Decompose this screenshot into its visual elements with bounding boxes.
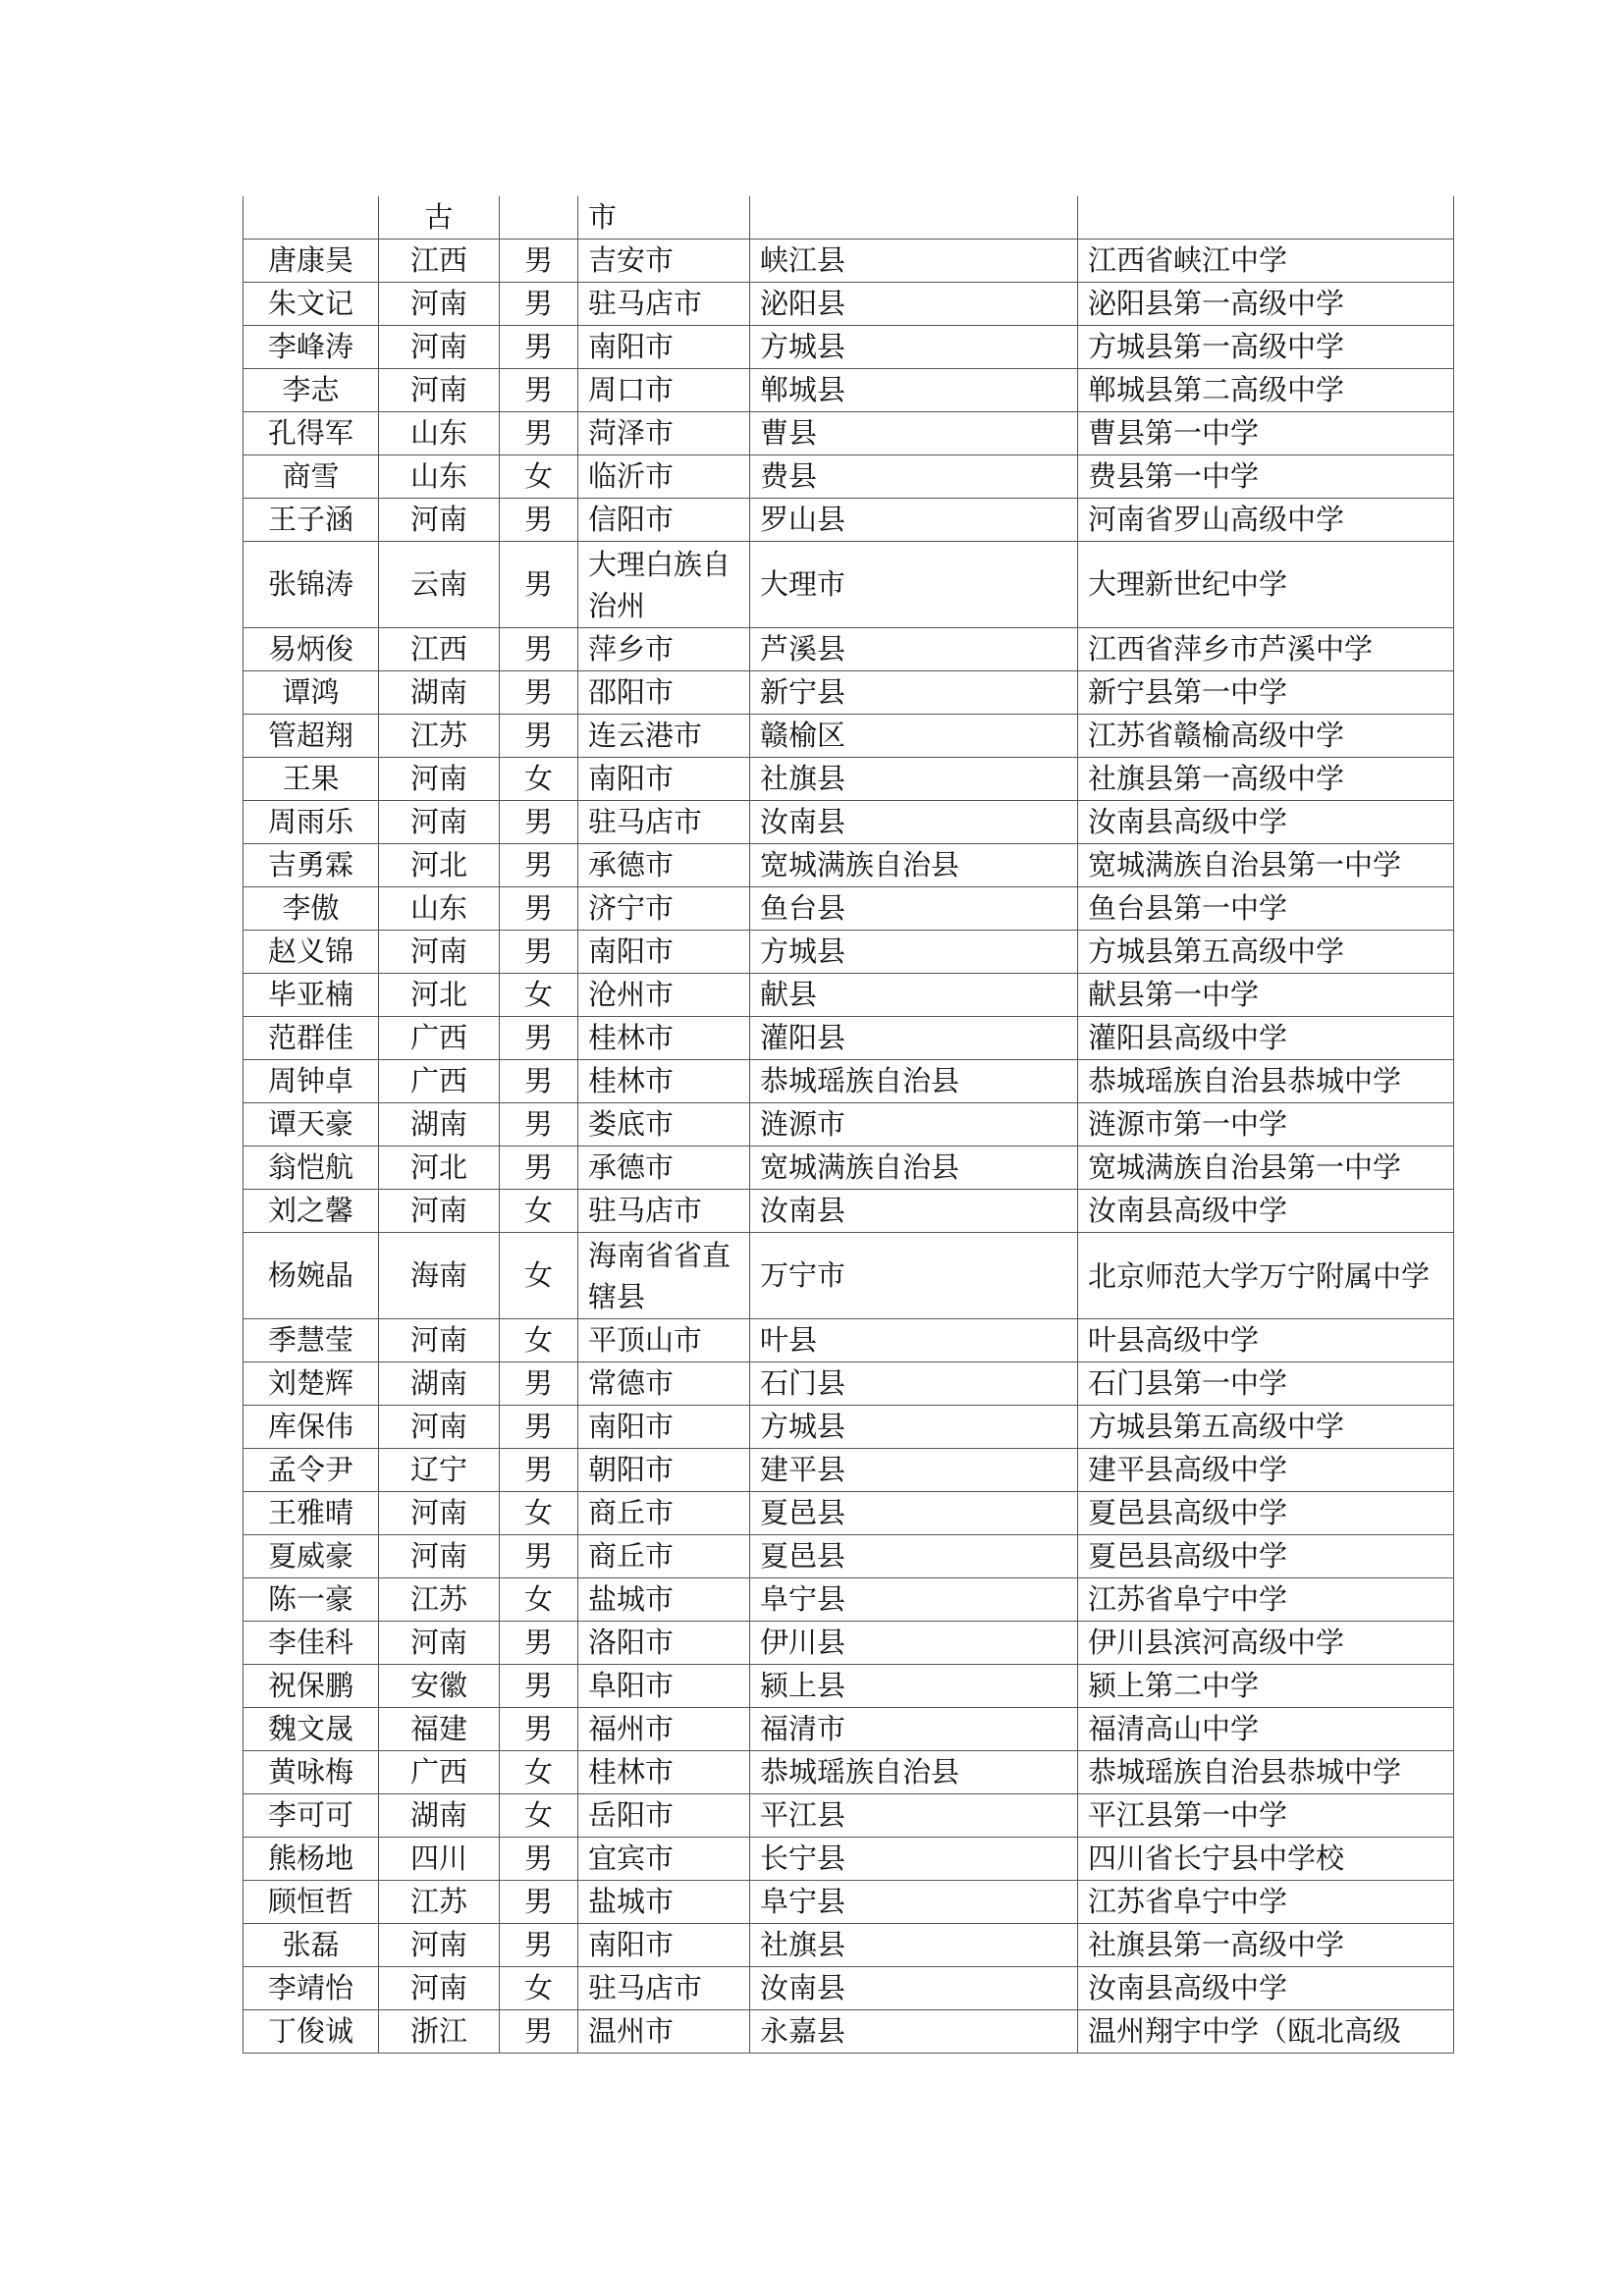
student-name-cell: 李志 — [244, 369, 379, 412]
province-cell: 广西 — [379, 1060, 500, 1103]
roster-body — [244, 196, 1454, 2054]
province-cell: 江西 — [379, 240, 500, 283]
county-cell: 永嘉县 — [750, 2010, 1078, 2054]
school-cell: 方城县第五高级中学 — [1078, 1406, 1454, 1449]
student-name-cell: 李佳科 — [244, 1622, 379, 1665]
student-name-cell — [244, 196, 379, 240]
province-cell: 河南 — [379, 1967, 500, 2010]
province-cell: 河南 — [379, 1535, 500, 1578]
table-row — [244, 1233, 1454, 1319]
student-name-cell: 王子涵 — [244, 499, 379, 542]
county-cell: 叶县 — [750, 1319, 1078, 1362]
school-cell: 费县第一中学 — [1078, 455, 1454, 499]
county-cell: 恭城瑶族自治县 — [750, 1751, 1078, 1794]
table-row — [244, 542, 1454, 628]
student-name-cell: 朱文记 — [244, 283, 379, 326]
county-cell: 方城县 — [750, 326, 1078, 369]
province-cell: 河南 — [379, 1622, 500, 1665]
county-cell: 汝南县 — [750, 1967, 1078, 2010]
table-row — [244, 844, 1454, 887]
province-cell: 河北 — [379, 1147, 500, 1190]
student-name-cell: 范群佳 — [244, 1017, 379, 1060]
school-cell: 社旗县第一高级中学 — [1078, 1924, 1454, 1967]
gender-cell: 女 — [500, 974, 578, 1017]
city-cell: 桂林市 — [578, 1060, 750, 1103]
city-cell: 驻马店市 — [578, 1967, 750, 2010]
student-name-cell: 翁恺航 — [244, 1147, 379, 1190]
school-cell: 方城县第一高级中学 — [1078, 326, 1454, 369]
province-cell: 河南 — [379, 1190, 500, 1233]
gender-cell: 女 — [500, 1794, 578, 1838]
student-name-cell: 孔得军 — [244, 412, 379, 455]
county-cell: 平江县 — [750, 1794, 1078, 1838]
county-cell: 长宁县 — [750, 1838, 1078, 1881]
student-name-cell: 李靖怡 — [244, 1967, 379, 2010]
table-row — [244, 1838, 1454, 1881]
province-cell: 湖南 — [379, 1362, 500, 1406]
gender-cell: 男 — [500, 801, 578, 844]
student-name-cell: 孟令尹 — [244, 1449, 379, 1492]
table-row — [244, 283, 1454, 326]
table-row — [244, 412, 1454, 455]
student-name-cell: 谭天豪 — [244, 1103, 379, 1147]
county-cell: 郸城县 — [750, 369, 1078, 412]
student-name-cell: 张磊 — [244, 1924, 379, 1967]
table-row — [244, 2010, 1454, 2054]
province-cell: 江苏 — [379, 1578, 500, 1622]
gender-cell: 女 — [500, 455, 578, 499]
table-row — [244, 931, 1454, 974]
student-name-cell: 夏威豪 — [244, 1535, 379, 1578]
province-cell: 山东 — [379, 887, 500, 931]
school-cell: 大理新世纪中学 — [1078, 542, 1454, 628]
school-cell: 郸城县第二高级中学 — [1078, 369, 1454, 412]
city-cell: 南阳市 — [578, 1924, 750, 1967]
table-row — [244, 1578, 1454, 1622]
county-cell: 夏邑县 — [750, 1535, 1078, 1578]
province-cell: 河南 — [379, 326, 500, 369]
table-row — [244, 758, 1454, 801]
gender-cell: 女 — [500, 758, 578, 801]
gender-cell: 男 — [500, 412, 578, 455]
province-cell: 河南 — [379, 801, 500, 844]
student-name-cell: 熊杨地 — [244, 1838, 379, 1881]
gender-cell: 女 — [500, 1190, 578, 1233]
county-cell: 社旗县 — [750, 758, 1078, 801]
province-cell: 河南 — [379, 1924, 500, 1967]
table-row — [244, 1449, 1454, 1492]
city-cell: 承德市 — [578, 1147, 750, 1190]
gender-cell: 男 — [500, 542, 578, 628]
student-name-cell: 王雅晴 — [244, 1492, 379, 1535]
city-cell: 市 — [578, 196, 750, 240]
city-cell: 南阳市 — [578, 931, 750, 974]
table-row — [244, 1708, 1454, 1751]
table-row — [244, 1665, 1454, 1708]
gender-cell: 男 — [500, 240, 578, 283]
city-cell: 海南省省直辖县 — [578, 1233, 750, 1319]
student-name-cell: 商雪 — [244, 455, 379, 499]
table-row — [244, 801, 1454, 844]
table-row — [244, 1751, 1454, 1794]
table-row — [244, 628, 1454, 671]
city-cell: 平顶山市 — [578, 1319, 750, 1362]
school-cell: 建平县高级中学 — [1078, 1449, 1454, 1492]
student-name-cell: 谭鸿 — [244, 671, 379, 715]
school-cell: 恭城瑶族自治县恭城中学 — [1078, 1751, 1454, 1794]
school-cell: 伊川县滨河高级中学 — [1078, 1622, 1454, 1665]
county-cell: 福清市 — [750, 1708, 1078, 1751]
table-row — [244, 1492, 1454, 1535]
county-cell: 社旗县 — [750, 1924, 1078, 1967]
school-cell: 北京师范大学万宁附属中学 — [1078, 1233, 1454, 1319]
city-cell: 驻马店市 — [578, 1190, 750, 1233]
student-name-cell: 吉勇霖 — [244, 844, 379, 887]
school-cell: 江苏省阜宁中学 — [1078, 1578, 1454, 1622]
gender-cell: 男 — [500, 628, 578, 671]
city-cell: 朝阳市 — [578, 1449, 750, 1492]
student-name-cell: 顾恒哲 — [244, 1881, 379, 1924]
county-cell: 献县 — [750, 974, 1078, 1017]
city-cell: 南阳市 — [578, 326, 750, 369]
county-cell: 峡江县 — [750, 240, 1078, 283]
school-cell: 江西省萍乡市芦溪中学 — [1078, 628, 1454, 671]
city-cell: 萍乡市 — [578, 628, 750, 671]
school-cell: 鱼台县第一中学 — [1078, 887, 1454, 931]
city-cell: 南阳市 — [578, 758, 750, 801]
school-cell: 夏邑县高级中学 — [1078, 1492, 1454, 1535]
student-name-cell: 赵义锦 — [244, 931, 379, 974]
city-cell: 沧州市 — [578, 974, 750, 1017]
city-cell: 盐城市 — [578, 1578, 750, 1622]
county-cell: 颍上县 — [750, 1665, 1078, 1708]
city-cell: 桂林市 — [578, 1017, 750, 1060]
table-row — [244, 1103, 1454, 1147]
school-cell: 平江县第一中学 — [1078, 1794, 1454, 1838]
table-row — [244, 1362, 1454, 1406]
county-cell: 石门县 — [750, 1362, 1078, 1406]
gender-cell: 男 — [500, 1924, 578, 1967]
county-cell: 芦溪县 — [750, 628, 1078, 671]
table-row — [244, 671, 1454, 715]
province-cell: 辽宁 — [379, 1449, 500, 1492]
table-row — [244, 326, 1454, 369]
student-name-cell: 黄咏梅 — [244, 1751, 379, 1794]
gender-cell: 男 — [500, 844, 578, 887]
table-row — [244, 1924, 1454, 1967]
gender-cell: 女 — [500, 1578, 578, 1622]
school-cell: 恭城瑶族自治县恭城中学 — [1078, 1060, 1454, 1103]
table-row — [244, 1967, 1454, 2010]
school-cell: 曹县第一中学 — [1078, 412, 1454, 455]
county-cell: 阜宁县 — [750, 1578, 1078, 1622]
gender-cell: 女 — [500, 1492, 578, 1535]
student-name-cell: 毕亚楠 — [244, 974, 379, 1017]
city-cell: 温州市 — [578, 2010, 750, 2054]
province-cell: 湖南 — [379, 1103, 500, 1147]
table-row — [244, 1319, 1454, 1362]
school-cell: 河南省罗山高级中学 — [1078, 499, 1454, 542]
gender-cell: 男 — [500, 1362, 578, 1406]
province-cell: 河南 — [379, 1406, 500, 1449]
school-cell: 江苏省赣榆高级中学 — [1078, 715, 1454, 758]
county-cell: 汝南县 — [750, 801, 1078, 844]
province-cell: 海南 — [379, 1233, 500, 1319]
gender-cell: 男 — [500, 2010, 578, 2054]
student-name-cell: 祝保鹏 — [244, 1665, 379, 1708]
student-name-cell: 李峰涛 — [244, 326, 379, 369]
city-cell: 大理白族自治州 — [578, 542, 750, 628]
student-name-cell: 张锦涛 — [244, 542, 379, 628]
school-cell: 颍上第二中学 — [1078, 1665, 1454, 1708]
county-cell: 罗山县 — [750, 499, 1078, 542]
county-cell: 汝南县 — [750, 1190, 1078, 1233]
student-name-cell: 魏文晟 — [244, 1708, 379, 1751]
gender-cell: 男 — [500, 1622, 578, 1665]
gender-cell — [500, 196, 578, 240]
school-cell: 泌阳县第一高级中学 — [1078, 283, 1454, 326]
city-cell: 盐城市 — [578, 1881, 750, 1924]
school-cell: 汝南县高级中学 — [1078, 1190, 1454, 1233]
county-cell: 灌阳县 — [750, 1017, 1078, 1060]
city-cell: 承德市 — [578, 844, 750, 887]
gender-cell: 男 — [500, 499, 578, 542]
student-name-cell: 王果 — [244, 758, 379, 801]
table-row — [244, 1060, 1454, 1103]
school-cell: 方城县第五高级中学 — [1078, 931, 1454, 974]
table-row — [244, 1147, 1454, 1190]
table-row — [244, 455, 1454, 499]
gender-cell: 男 — [500, 931, 578, 974]
table-row — [244, 715, 1454, 758]
province-cell: 河北 — [379, 974, 500, 1017]
school-cell: 汝南县高级中学 — [1078, 801, 1454, 844]
student-name-cell: 周雨乐 — [244, 801, 379, 844]
province-cell: 湖南 — [379, 1794, 500, 1838]
school-cell: 温州翔宇中学（瓯北高级 — [1078, 2010, 1454, 2054]
county-cell: 费县 — [750, 455, 1078, 499]
table-row — [244, 369, 1454, 412]
student-name-cell: 刘楚辉 — [244, 1362, 379, 1406]
school-cell: 四川省长宁县中学校 — [1078, 1838, 1454, 1881]
city-cell: 邵阳市 — [578, 671, 750, 715]
gender-cell: 男 — [500, 1535, 578, 1578]
province-cell: 河南 — [379, 758, 500, 801]
city-cell: 福州市 — [578, 1708, 750, 1751]
city-cell: 宜宾市 — [578, 1838, 750, 1881]
gender-cell: 男 — [500, 1838, 578, 1881]
province-cell: 江苏 — [379, 1881, 500, 1924]
table-row — [244, 1017, 1454, 1060]
school-cell: 献县第一中学 — [1078, 974, 1454, 1017]
city-cell: 周口市 — [578, 369, 750, 412]
gender-cell: 男 — [500, 1665, 578, 1708]
city-cell: 常德市 — [578, 1362, 750, 1406]
county-cell: 阜宁县 — [750, 1881, 1078, 1924]
province-cell: 湖南 — [379, 671, 500, 715]
gender-cell: 男 — [500, 1406, 578, 1449]
gender-cell: 男 — [500, 1881, 578, 1924]
student-name-cell: 李可可 — [244, 1794, 379, 1838]
province-cell: 河南 — [379, 499, 500, 542]
province-cell: 山东 — [379, 412, 500, 455]
gender-cell: 男 — [500, 283, 578, 326]
province-cell: 河南 — [379, 369, 500, 412]
table-row — [244, 1406, 1454, 1449]
province-cell: 河南 — [379, 931, 500, 974]
table-row — [244, 1535, 1454, 1578]
gender-cell: 男 — [500, 326, 578, 369]
province-cell: 广西 — [379, 1017, 500, 1060]
county-cell: 曹县 — [750, 412, 1078, 455]
county-cell: 鱼台县 — [750, 887, 1078, 931]
table-row — [244, 1190, 1454, 1233]
student-name-cell: 杨婉晶 — [244, 1233, 379, 1319]
city-cell: 驻马店市 — [578, 283, 750, 326]
city-cell: 桂林市 — [578, 1751, 750, 1794]
county-cell: 方城县 — [750, 1406, 1078, 1449]
city-cell: 济宁市 — [578, 887, 750, 931]
school-cell: 新宁县第一中学 — [1078, 671, 1454, 715]
table-row — [244, 196, 1454, 240]
province-cell: 江西 — [379, 628, 500, 671]
table-row — [244, 887, 1454, 931]
city-cell: 商丘市 — [578, 1492, 750, 1535]
student-roster-table — [243, 196, 1454, 2054]
province-cell: 四川 — [379, 1838, 500, 1881]
student-name-cell: 陈一豪 — [244, 1578, 379, 1622]
school-cell: 涟源市第一中学 — [1078, 1103, 1454, 1147]
school-cell: 宽城满族自治县第一中学 — [1078, 1147, 1454, 1190]
table-row — [244, 1881, 1454, 1924]
table-row — [244, 1622, 1454, 1665]
student-name-cell: 管超翔 — [244, 715, 379, 758]
gender-cell: 女 — [500, 1233, 578, 1319]
city-cell: 连云港市 — [578, 715, 750, 758]
gender-cell: 女 — [500, 1319, 578, 1362]
school-cell: 灌阳县高级中学 — [1078, 1017, 1454, 1060]
city-cell: 菏泽市 — [578, 412, 750, 455]
school-cell: 叶县高级中学 — [1078, 1319, 1454, 1362]
city-cell: 信阳市 — [578, 499, 750, 542]
county-cell: 夏邑县 — [750, 1492, 1078, 1535]
province-cell: 山东 — [379, 455, 500, 499]
school-cell: 汝南县高级中学 — [1078, 1967, 1454, 2010]
province-cell: 河南 — [379, 1492, 500, 1535]
province-cell: 安徽 — [379, 1665, 500, 1708]
city-cell: 娄底市 — [578, 1103, 750, 1147]
county-cell: 宽城满族自治县 — [750, 1147, 1078, 1190]
province-cell: 河南 — [379, 1319, 500, 1362]
school-cell: 宽城满族自治县第一中学 — [1078, 844, 1454, 887]
province-cell: 河南 — [379, 283, 500, 326]
county-cell: 万宁市 — [750, 1233, 1078, 1319]
student-name-cell: 丁俊诚 — [244, 2010, 379, 2054]
school-cell: 福清高山中学 — [1078, 1708, 1454, 1751]
student-name-cell: 周钟卓 — [244, 1060, 379, 1103]
county-cell: 方城县 — [750, 931, 1078, 974]
city-cell: 阜阳市 — [578, 1665, 750, 1708]
gender-cell: 男 — [500, 887, 578, 931]
school-cell: 夏邑县高级中学 — [1078, 1535, 1454, 1578]
province-cell: 云南 — [379, 542, 500, 628]
school-cell — [1078, 196, 1454, 240]
county-cell: 赣榆区 — [750, 715, 1078, 758]
city-cell: 南阳市 — [578, 1406, 750, 1449]
student-name-cell: 唐康昊 — [244, 240, 379, 283]
county-cell: 宽城满族自治县 — [750, 844, 1078, 887]
county-cell: 恭城瑶族自治县 — [750, 1060, 1078, 1103]
county-cell: 涟源市 — [750, 1103, 1078, 1147]
student-name-cell: 李傲 — [244, 887, 379, 931]
table-row — [244, 1794, 1454, 1838]
table-row — [244, 499, 1454, 542]
gender-cell: 男 — [500, 1060, 578, 1103]
school-cell: 江苏省阜宁中学 — [1078, 1881, 1454, 1924]
student-name-cell: 库保伟 — [244, 1406, 379, 1449]
city-cell: 洛阳市 — [578, 1622, 750, 1665]
gender-cell: 男 — [500, 1103, 578, 1147]
province-cell: 河北 — [379, 844, 500, 887]
province-cell: 广西 — [379, 1751, 500, 1794]
county-cell: 建平县 — [750, 1449, 1078, 1492]
county-cell — [750, 196, 1078, 240]
city-cell: 驻马店市 — [578, 801, 750, 844]
school-cell: 江西省峡江中学 — [1078, 240, 1454, 283]
province-cell: 浙江 — [379, 2010, 500, 2054]
gender-cell: 男 — [500, 1708, 578, 1751]
province-cell: 古 — [379, 196, 500, 240]
city-cell: 临沂市 — [578, 455, 750, 499]
gender-cell: 女 — [500, 1751, 578, 1794]
county-cell: 新宁县 — [750, 671, 1078, 715]
student-name-cell: 刘之馨 — [244, 1190, 379, 1233]
student-name-cell: 季慧莹 — [244, 1319, 379, 1362]
gender-cell: 男 — [500, 1147, 578, 1190]
gender-cell: 男 — [500, 1017, 578, 1060]
city-cell: 商丘市 — [578, 1535, 750, 1578]
city-cell: 岳阳市 — [578, 1794, 750, 1838]
county-cell: 大理市 — [750, 542, 1078, 628]
student-name-cell: 易炳俊 — [244, 628, 379, 671]
school-cell: 石门县第一中学 — [1078, 1362, 1454, 1406]
province-cell: 福建 — [379, 1708, 500, 1751]
gender-cell: 女 — [500, 1967, 578, 2010]
province-cell: 江苏 — [379, 715, 500, 758]
table-row — [244, 974, 1454, 1017]
table-row — [244, 240, 1454, 283]
gender-cell: 男 — [500, 1449, 578, 1492]
city-cell: 吉安市 — [578, 240, 750, 283]
county-cell: 伊川县 — [750, 1622, 1078, 1665]
gender-cell: 男 — [500, 671, 578, 715]
school-cell: 社旗县第一高级中学 — [1078, 758, 1454, 801]
gender-cell: 男 — [500, 369, 578, 412]
county-cell: 泌阳县 — [750, 283, 1078, 326]
gender-cell: 男 — [500, 715, 578, 758]
